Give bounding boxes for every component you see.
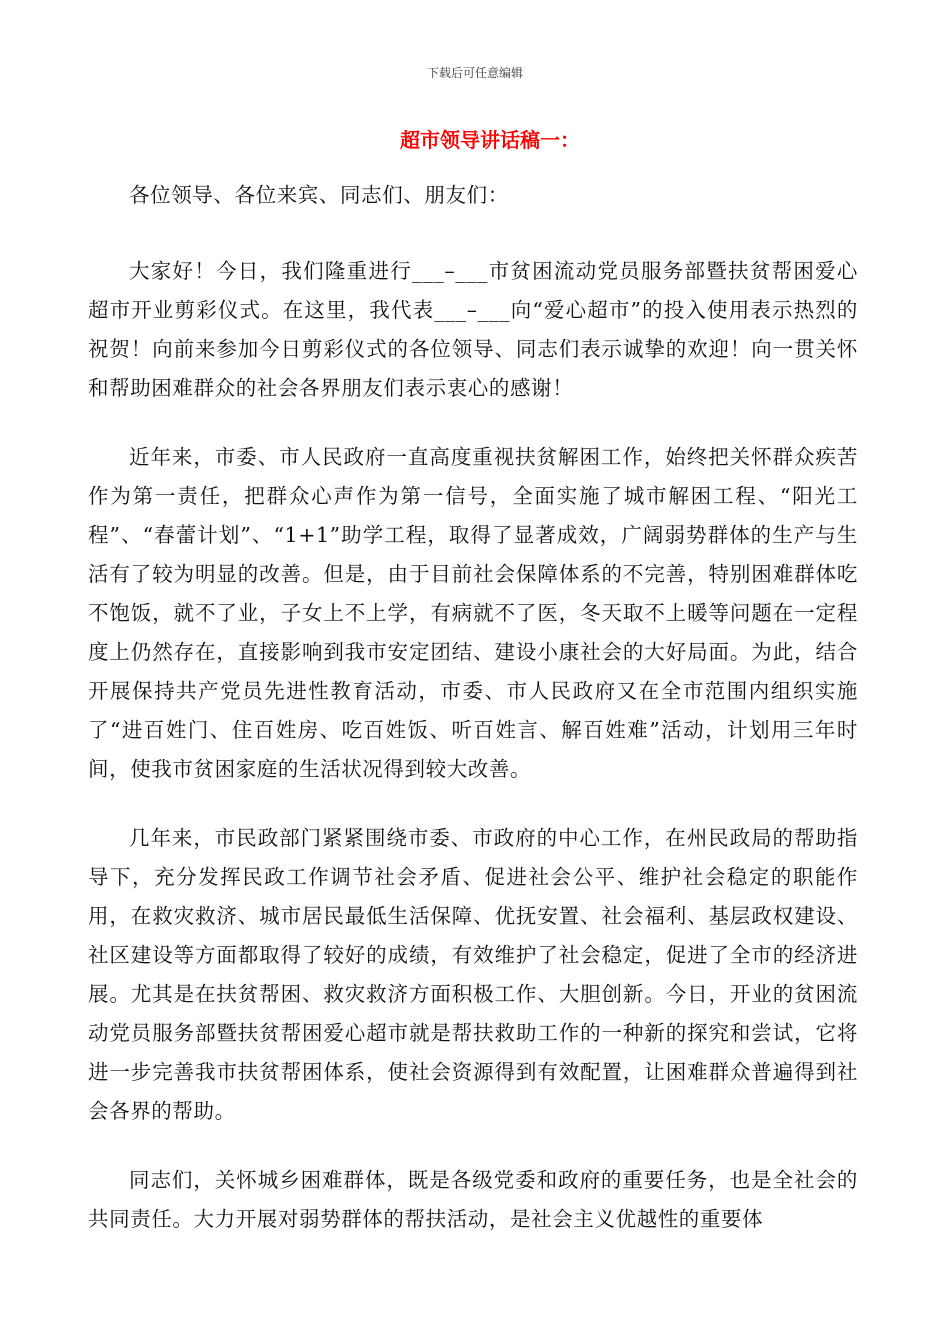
paragraph-1: 大家好！今日，我们隆重进行___–___市贫困流动党员服务部暨扶贫帮困爱心超市开业剪彩仪式。在这里，我代表___–___向“爱心超市”的投入使用表示热烈的祝贺！向前来参加今日剪彩仪式的各位领导、同志们表示诚挚的欢迎！向一贯关怀和帮助困难群众的社会各界朋友们表示衷心的感谢！ [88,259,858,400]
salutation: 各位领导、各位来宾、同志们、朋友们： [129,183,509,207]
document-title: 超市领导讲话稿一： [400,128,580,152]
header-note: 下载后可任意编辑 [426,66,523,80]
document-body [88,176,858,1269]
paragraph-3: 几年来，市民政部门紧紧围绕市委、市政府的中心工作，在州民政局的帮助指导下，充分发挥民政工作调节社会矛盾、促进社会公平、维护社会稳定的职能作用，在救灾救济、城市居民最低生活保障、优抚安置、社会福利、基层政权建设、社区建设等方面都取得了较好的成绩，有效维护了社会稳定，促进了全市的经济进展。尤其是在扶贫帮困、救灾救济方面积极工作、大胆创新。今日，开业的贫困流动党员服务部暨扶贫帮困爱心超市就是帮扶救助工作的一种新的探究和尝试，它将进一步完善我市扶贫帮困体系，使社会资源得到有效配置，让困难群众普遍得到社会各界的帮助。 [88,826,858,1123]
paragraph-2: 近年来，市委、市人民政府一直高度重视扶贫解困工作，始终把关怀群众疾苦作为第一责任，把群众心声作为第一信号，全面实施了城市解困工程、“阳光工程”、“春蕾计划”、“1+1”助学工程，取得了显著成效，广阔弱势群体的生产与生活有了较为明显的改善。但是，由于目前社会保障体系的不完善，特别困难群体吃不饱饭，就不了业，子女上不上学，有病就不了医，冬天取不上暖等问题在一定程度上仍然存在，直接影响到我市安定团结、建设小康社会的大好局面。为此，结合开展保持共产党员先进性教育活动，市委、市人民政府又在全市范围内组织实施了“进百姓门、住百姓房、吃百姓饭、听百姓言、解百姓难”活动，计划用三年时间，使我市贫困家庭的生活状况得到较大改善。 [88,445,858,781]
paragraph-4: 同志们，关怀城乡困难群体，既是各级党委和政府的重要任务，也是全社会的共同责任。大力开展对弱势群体的帮扶活动，是社会主义优越性的重要体 [88,1168,858,1231]
